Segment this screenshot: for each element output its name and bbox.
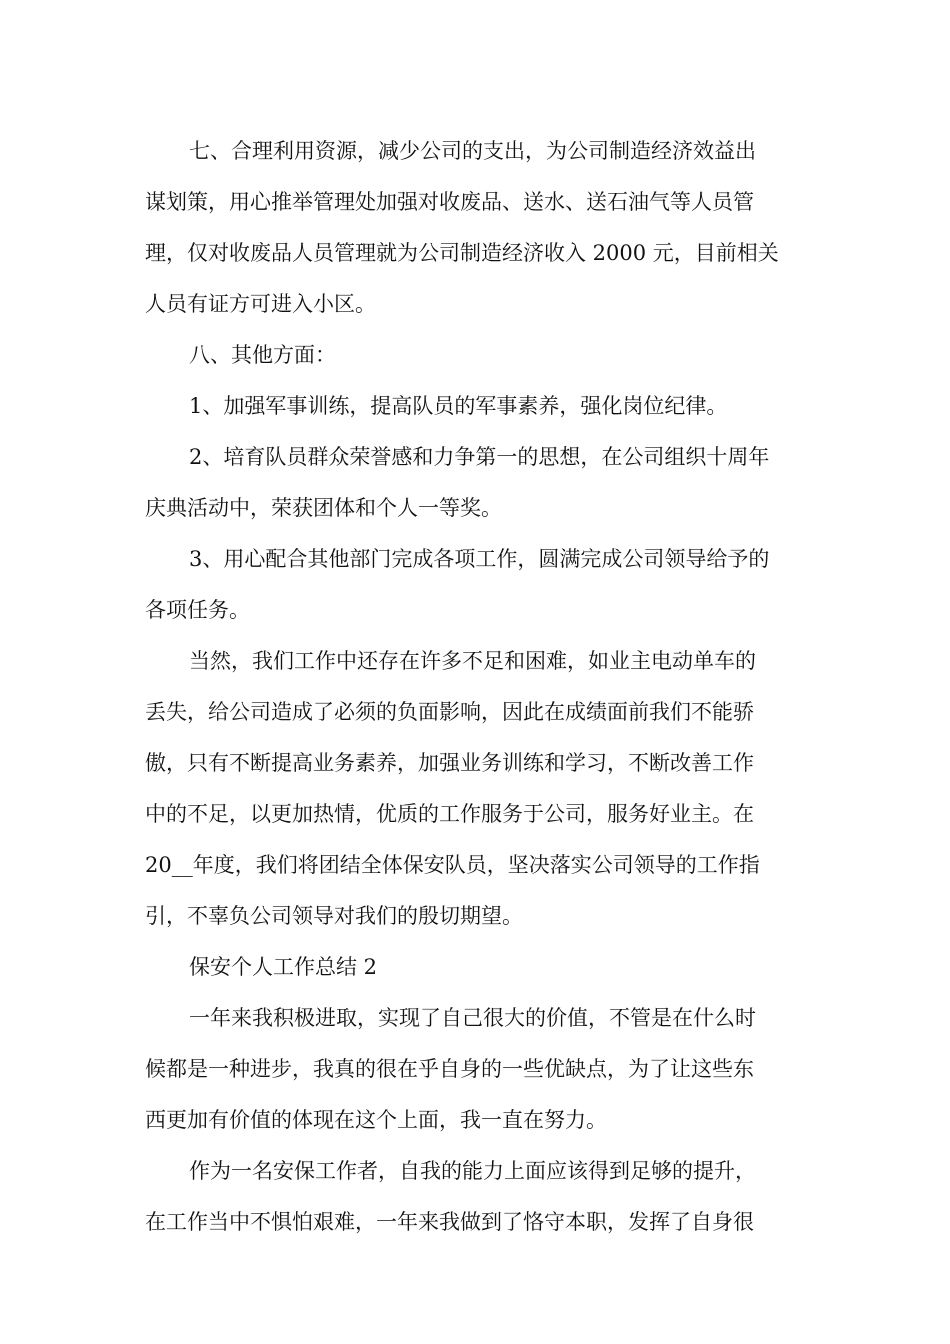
text-line: 1、加强军事训练，提高队员的军事素养，强化岗位纪律。 — [189, 394, 728, 418]
text-line: 西更加有价值的体现在这个上面，我一直在努力。 — [145, 1108, 607, 1132]
text-line: 各项任务。 — [145, 598, 250, 622]
text-line: 当然，我们工作中还存在许多不足和困难，如业主电动单车的 — [189, 649, 756, 673]
text-line: 作为一名安保工作者，自我的能力上面应该得到足够的提升， — [189, 1159, 756, 1183]
text-line: 引，不辜负公司领导对我们的殷切期望。 — [145, 904, 523, 928]
section-heading: 保安个人工作总结 2 — [189, 955, 378, 979]
text-line: 七、合理利用资源，减少公司的支出，为公司制造经济效益出 — [189, 139, 756, 163]
text-line: 人员有证方可进入小区。 — [145, 292, 376, 316]
text-line: 2、培育队员群众荣誉感和力争第一的思想，在公司组织十周年 — [189, 445, 770, 469]
text-line: 庆典活动中，荣获团体和个人一等奖。 — [145, 496, 502, 520]
document-page — [145, 126, 809, 1248]
text-line: 中的不足，以更加热情，优质的工作服务于公司，服务好业主。在 — [145, 802, 754, 826]
text-line: 一年来我积极进取，实现了自己很大的价值，不管是在什么时 — [189, 1006, 756, 1030]
text-line: 傲，只有不断提高业务素养，加强业务训练和学习，不断改善工作 — [145, 751, 754, 775]
text-line: 丢失，给公司造成了必须的负面影响，因此在成绩面前我们不能骄 — [145, 700, 754, 724]
text-line: 20__年度，我们将团结全体保安队员，坚决落实公司领导的工作指 — [145, 853, 760, 877]
text-line: 候都是一种进步，我真的很在乎自身的一些优缺点，为了让这些东 — [145, 1057, 754, 1081]
text-line: 3、用心配合其他部门完成各项工作，圆满完成公司领导给予的 — [189, 547, 770, 571]
text-line: 在工作当中不惧怕艰难，一年来我做到了恪守本职，发挥了自身很 — [145, 1210, 754, 1234]
text-line: 理，仅对收废品人员管理就为公司制造经济收入 2000 元，目前相关 — [145, 241, 779, 265]
text-line: 八、其他方面： — [189, 343, 336, 367]
text-line: 谋划策，用心推举管理处加强对收废品、送水、送石油气等人员管 — [145, 190, 754, 214]
